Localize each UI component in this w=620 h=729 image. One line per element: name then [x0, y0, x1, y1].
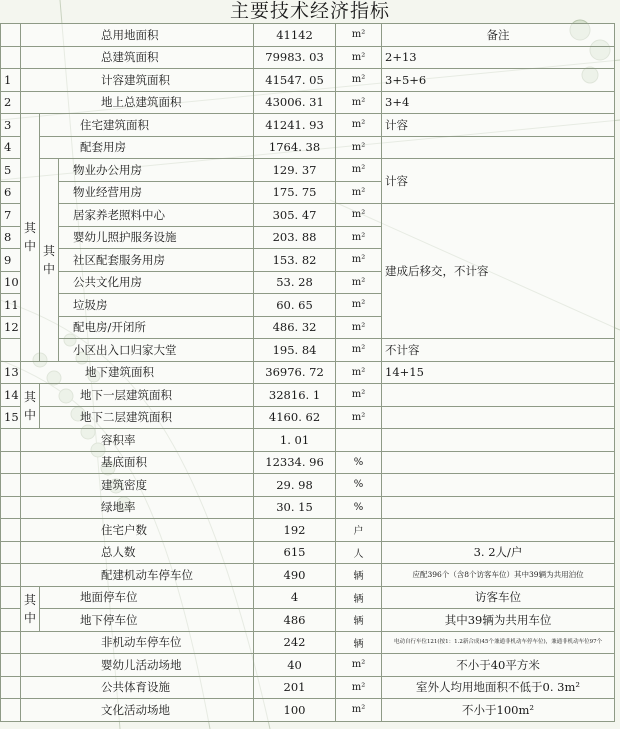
- item-value: 41241. 93: [254, 114, 336, 137]
- item-name: 小区出入口归家大堂: [59, 339, 254, 362]
- row-number: [1, 496, 21, 519]
- item-name: 非机动车停车位: [21, 631, 254, 654]
- item-value: 12334. 96: [254, 451, 336, 474]
- table-row: [1, 564, 615, 587]
- item-value: 175. 75: [254, 181, 336, 204]
- table-row: [1, 361, 615, 384]
- row-number: 11: [1, 294, 21, 317]
- item-value: 36976. 72: [254, 361, 336, 384]
- item-value: 129. 37: [254, 159, 336, 182]
- item-value: 60. 65: [254, 294, 336, 317]
- item-unit: 人: [336, 541, 382, 564]
- row-number: [1, 474, 21, 497]
- row-number: 6: [1, 181, 21, 204]
- table-row: [1, 474, 615, 497]
- item-unit: m²: [336, 226, 382, 249]
- item-unit: m²: [336, 114, 382, 137]
- item-value: 201: [254, 676, 336, 699]
- row-number: 5: [1, 159, 21, 182]
- item-unit: m²: [336, 91, 382, 114]
- item-value: 53. 28: [254, 271, 336, 294]
- item-unit: m²: [336, 294, 382, 317]
- item-name: 配建机动车停车位: [21, 564, 254, 587]
- table-row: [1, 69, 615, 92]
- page-title: 主要技术经济指标: [229, 0, 390, 22]
- row-number: 15: [1, 406, 21, 429]
- table-row: [1, 406, 615, 429]
- item-note: [382, 384, 615, 407]
- item-name: 建筑密度: [21, 474, 254, 497]
- table-row: [1, 114, 615, 137]
- qi-label: 其中: [21, 384, 40, 429]
- item-note: 计容: [382, 159, 615, 204]
- row-number: [1, 654, 21, 677]
- item-unit: m²: [336, 159, 382, 182]
- item-value: 486: [254, 609, 336, 632]
- item-name: 垃圾房: [59, 294, 254, 317]
- item-unit: %: [336, 496, 382, 519]
- item-unit: m²: [336, 271, 382, 294]
- item-name: 居家养老照料中心: [59, 204, 254, 227]
- item-note: 不小于100m²: [382, 699, 615, 722]
- table-row: [1, 586, 615, 609]
- item-value: 40: [254, 654, 336, 677]
- item-note: [382, 451, 615, 474]
- row-number: [1, 609, 21, 632]
- row-number: 13: [1, 361, 21, 384]
- item-unit: m²: [336, 406, 382, 429]
- item-unit: m²: [336, 384, 382, 407]
- item-name: 地下二层建筑面积: [40, 406, 254, 429]
- row-number: [1, 699, 21, 722]
- row-number: [1, 631, 21, 654]
- row-number: 12: [1, 316, 21, 339]
- item-note: 3. 2人/户: [382, 541, 615, 564]
- item-name: 计容建筑面积: [21, 69, 254, 92]
- item-value: 41142: [254, 24, 336, 47]
- item-name: 公共体育设施: [21, 676, 254, 699]
- item-value: 30. 15: [254, 496, 336, 519]
- item-value: 43006. 31: [254, 91, 336, 114]
- table-row: [1, 24, 615, 47]
- item-name: 地下建筑面积: [21, 361, 254, 384]
- indicator-table: [0, 23, 615, 722]
- item-unit: %: [336, 474, 382, 497]
- table-row: [1, 496, 615, 519]
- item-value: 32816. 1: [254, 384, 336, 407]
- table-row: [1, 699, 615, 722]
- item-value: 195. 84: [254, 339, 336, 362]
- item-unit: m²: [336, 181, 382, 204]
- item-unit: m²: [336, 24, 382, 47]
- table-row: [1, 429, 615, 452]
- item-unit: 辆: [336, 586, 382, 609]
- item-name: 公共文化用房: [59, 271, 254, 294]
- table-row: [1, 541, 615, 564]
- item-name: 地面停车位: [40, 586, 254, 609]
- item-name: 绿地率: [21, 496, 254, 519]
- table-row: [1, 159, 615, 182]
- item-unit: m²: [336, 339, 382, 362]
- item-name: 配电房/开闭所: [59, 316, 254, 339]
- row-number: 1: [1, 69, 21, 92]
- item-value: 41547. 05: [254, 69, 336, 92]
- item-name: 物业办公用房: [59, 159, 254, 182]
- item-note: 2+13: [382, 46, 615, 69]
- table-row: [1, 654, 615, 677]
- item-note: 应配396个（含8个访客车位）其中39辆为共用泊位: [382, 564, 615, 587]
- row-number: 2: [1, 91, 21, 114]
- item-value: 203. 88: [254, 226, 336, 249]
- row-number: 3: [1, 114, 21, 137]
- item-value: 4: [254, 586, 336, 609]
- item-unit: m²: [336, 69, 382, 92]
- item-name: 配套用房: [40, 136, 254, 159]
- item-value: 29. 98: [254, 474, 336, 497]
- item-value: 192: [254, 519, 336, 542]
- item-value: 490: [254, 564, 336, 587]
- item-note: [382, 429, 615, 452]
- item-name: 住宅建筑面积: [40, 114, 254, 137]
- item-note: [382, 136, 615, 159]
- item-name: 总建筑面积: [21, 46, 254, 69]
- row-number: [1, 46, 21, 69]
- row-number: 14: [1, 384, 21, 407]
- item-name: 婴幼儿活动场地: [21, 654, 254, 677]
- item-unit: 辆: [336, 564, 382, 587]
- table-row: [1, 631, 615, 654]
- item-note: 电动自行车位121(按1：1.2新合成)45个兼通非机动车停车位)，兼通非机动车位97个: [382, 631, 615, 654]
- table-row: [1, 46, 615, 69]
- item-name: 地下一层建筑面积: [40, 384, 254, 407]
- item-unit: [336, 429, 382, 452]
- table-row: [1, 609, 615, 632]
- row-number: 7: [1, 204, 21, 227]
- table-row: [1, 519, 615, 542]
- item-value: 153. 82: [254, 249, 336, 272]
- qi-label: 其中: [40, 159, 59, 362]
- row-number: 4: [1, 136, 21, 159]
- item-note: 不计容: [382, 339, 615, 362]
- item-note: 建成后移交，不计容: [382, 204, 615, 339]
- row-number: [1, 24, 21, 47]
- item-note: 其中39辆为共用车位: [382, 609, 615, 632]
- item-value: 242: [254, 631, 336, 654]
- item-note: 3+4: [382, 91, 615, 114]
- table-row: [1, 204, 615, 227]
- row-number: [1, 676, 21, 699]
- item-note: 计容: [382, 114, 615, 137]
- table-row: [1, 676, 615, 699]
- item-unit: m²: [336, 46, 382, 69]
- item-note: 不小于40平方米: [382, 654, 615, 677]
- item-note: 3+5+6: [382, 69, 615, 92]
- table-row: [1, 384, 615, 407]
- item-value: 100: [254, 699, 336, 722]
- item-unit: m²: [336, 361, 382, 384]
- item-name: 住宅户数: [21, 519, 254, 542]
- item-unit: m²: [336, 136, 382, 159]
- row-number: [1, 429, 21, 452]
- item-name: 总用地面积: [21, 24, 254, 47]
- item-note: [382, 496, 615, 519]
- item-value: 1764. 38: [254, 136, 336, 159]
- item-unit: m²: [336, 676, 382, 699]
- item-unit: m²: [336, 654, 382, 677]
- table-row: [1, 451, 615, 474]
- item-name: 容积率: [21, 429, 254, 452]
- item-value: 615: [254, 541, 336, 564]
- row-number: [1, 564, 21, 587]
- table-row: [1, 339, 615, 362]
- item-name: 物业经营用房: [59, 181, 254, 204]
- row-number: 10: [1, 271, 21, 294]
- item-unit: 辆: [336, 631, 382, 654]
- item-name: 社区配套服务用房: [59, 249, 254, 272]
- item-name: 总人数: [21, 541, 254, 564]
- item-note: 室外人均用地面积不低于0. 3m²: [382, 676, 615, 699]
- item-value: 1. 01: [254, 429, 336, 452]
- row-number: [1, 451, 21, 474]
- item-unit: m²: [336, 699, 382, 722]
- item-name: 基底面积: [21, 451, 254, 474]
- item-note: [382, 406, 615, 429]
- row-number: [1, 541, 21, 564]
- table-row: [1, 91, 615, 114]
- table-row: [1, 136, 615, 159]
- row-number: [1, 339, 21, 362]
- item-value: 305. 47: [254, 204, 336, 227]
- item-unit: m²: [336, 316, 382, 339]
- item-value: 79983. 03: [254, 46, 336, 69]
- item-name: 婴幼儿照护服务设施: [59, 226, 254, 249]
- item-note: 14+15: [382, 361, 615, 384]
- item-value: 486. 32: [254, 316, 336, 339]
- item-unit: 辆: [336, 609, 382, 632]
- row-number: [1, 586, 21, 609]
- row-number: 9: [1, 249, 21, 272]
- item-value: 4160. 62: [254, 406, 336, 429]
- item-name: 地上总建筑面积: [21, 91, 254, 114]
- item-unit: 户: [336, 519, 382, 542]
- item-note: 访客车位: [382, 586, 615, 609]
- item-name: 地下停车位: [40, 609, 254, 632]
- row-number: [1, 519, 21, 542]
- row-number: 8: [1, 226, 21, 249]
- qi-label: 其中: [21, 114, 40, 362]
- item-unit: %: [336, 451, 382, 474]
- item-unit: m²: [336, 204, 382, 227]
- item-note: [382, 519, 615, 542]
- qi-label: 其中: [21, 586, 40, 631]
- note-header: 备注: [382, 24, 615, 47]
- item-note: [382, 474, 615, 497]
- item-name: 文化活动场地: [21, 699, 254, 722]
- item-unit: m²: [336, 249, 382, 272]
